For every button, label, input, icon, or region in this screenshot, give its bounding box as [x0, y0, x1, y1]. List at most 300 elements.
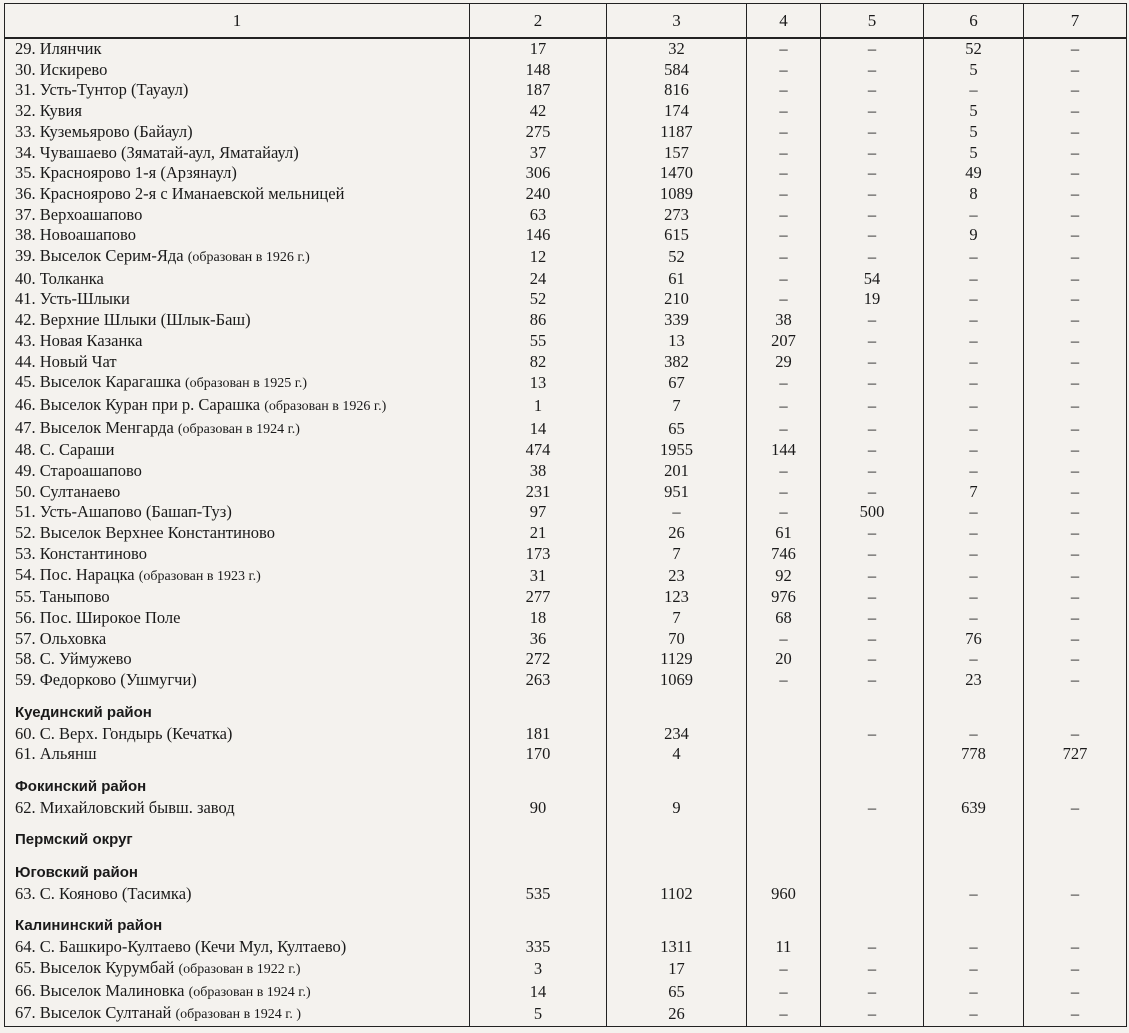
- value-cell-c4: 61: [747, 523, 821, 544]
- spacer-cell: [1024, 818, 1127, 830]
- value-cell-c4: 207: [747, 331, 821, 352]
- empty-cell: [747, 916, 821, 937]
- empty-cell: [1024, 863, 1127, 884]
- value-cell-c2: 24: [470, 269, 607, 290]
- empty-cell: [607, 916, 747, 937]
- value-cell-c4: –: [747, 372, 821, 395]
- value-cell-c4: 960: [747, 884, 821, 905]
- value-cell-c4: 976: [747, 587, 821, 608]
- value-cell-c3: 174: [607, 101, 747, 122]
- value-cell-c5: –: [821, 724, 924, 745]
- table-row: [5, 587, 1127, 608]
- value-cell-c2: 97: [470, 502, 607, 523]
- table-row: [5, 649, 1127, 670]
- settlement-name: 64. С. Башкиро-Култаево (Кечи Мул, Култаево): [15, 937, 347, 957]
- value-cell-c3: 7: [607, 544, 747, 565]
- value-cell-c5: –: [821, 440, 924, 461]
- value-cell-c7: –: [1024, 225, 1127, 246]
- value-cell-c4: –: [747, 502, 821, 523]
- value-cell-c7: –: [1024, 352, 1127, 373]
- settlement-name-cell: [5, 1003, 470, 1026]
- table-row: [5, 981, 1127, 1004]
- value-cell-c5: –: [821, 372, 924, 395]
- settlement-name: 37. Верхоашапово: [15, 204, 143, 224]
- value-cell-c6: –: [924, 724, 1024, 745]
- settlement-name: 62. Михайловский бывш. завод: [15, 797, 235, 817]
- table-row: [5, 122, 1127, 143]
- value-cell-c6: 5: [924, 122, 1024, 143]
- spacer-cell: [924, 818, 1024, 830]
- value-cell-c2: 55: [470, 331, 607, 352]
- value-cell-c2: 38: [470, 461, 607, 482]
- value-cell-c4: –: [747, 184, 821, 205]
- value-cell-c2: 148: [470, 60, 607, 81]
- value-cell-c5: –: [821, 163, 924, 184]
- value-cell-c4: –: [747, 482, 821, 503]
- value-cell-c2: 173: [470, 544, 607, 565]
- value-cell-c7: –: [1024, 269, 1127, 290]
- settlement-name-cell: [5, 981, 470, 1004]
- table-row: [5, 205, 1127, 226]
- value-cell-c5: –: [821, 395, 924, 418]
- value-cell-c4: –: [747, 269, 821, 290]
- value-cell-c7: –: [1024, 372, 1127, 395]
- value-cell-c6: –: [924, 958, 1024, 981]
- value-cell-c2: 3: [470, 958, 607, 981]
- settlement-name: 49. Староашапово: [15, 461, 142, 481]
- value-cell-c3: 584: [607, 60, 747, 81]
- value-cell-c2: 535: [470, 884, 607, 905]
- value-cell-c2: 170: [470, 744, 607, 765]
- value-cell-c5: –: [821, 331, 924, 352]
- value-cell-c6: 778: [924, 744, 1024, 765]
- settlement-name-cell: [5, 724, 470, 745]
- settlement-name: 34. Чувашаево (Зяматай-аул, Яматайаул): [15, 142, 299, 162]
- settlement-name: 56. Пос. Широкое Поле: [15, 607, 181, 627]
- value-cell-c4: –: [747, 38, 821, 60]
- table-row: [5, 798, 1127, 819]
- value-cell-c3: –: [607, 502, 747, 523]
- value-cell-c3: 7: [607, 608, 747, 629]
- empty-cell: [924, 703, 1024, 724]
- value-cell-c4: 38: [747, 310, 821, 331]
- empty-cell: [747, 830, 821, 851]
- value-cell-c3: 7: [607, 395, 747, 418]
- settlement-name-cell: [5, 482, 470, 503]
- column-header: 3: [607, 4, 747, 39]
- value-cell-c4: –: [747, 395, 821, 418]
- table-row: [5, 310, 1127, 331]
- value-cell-c4: –: [747, 163, 821, 184]
- founding-note: (образован в 1925 г.): [185, 376, 308, 392]
- section-header-row: [5, 916, 1127, 937]
- empty-cell: [924, 830, 1024, 851]
- value-cell-c2: 1: [470, 395, 607, 418]
- settlement-name-cell: [5, 372, 470, 395]
- value-cell-c5: –: [821, 418, 924, 441]
- founding-note: (образован в 1923 г.): [138, 568, 261, 584]
- value-cell-c2: 14: [470, 981, 607, 1004]
- value-cell-c3: 382: [607, 352, 747, 373]
- spacer-row: [5, 904, 1127, 916]
- value-cell-c3: 1470: [607, 163, 747, 184]
- spacer-row: [5, 851, 1127, 863]
- value-cell-c5: –: [821, 246, 924, 269]
- founding-note: (образован в 1924 г. ): [175, 1007, 302, 1023]
- empty-cell: [747, 863, 821, 884]
- spacer-cell: [924, 851, 1024, 863]
- settlement-name: 60. С. Верх. Гондырь (Кечатка): [15, 723, 233, 743]
- value-cell-c4: –: [747, 981, 821, 1004]
- value-cell-c5: –: [821, 184, 924, 205]
- value-cell-c3: 70: [607, 629, 747, 650]
- settlement-name-cell: [5, 310, 470, 331]
- value-cell-c2: 275: [470, 122, 607, 143]
- settlement-name-cell: [5, 418, 470, 441]
- value-cell-c7: –: [1024, 310, 1127, 331]
- table-row: [5, 418, 1127, 441]
- settlement-name-cell: [5, 143, 470, 164]
- table-row: [5, 246, 1127, 269]
- value-cell-c6: –: [924, 981, 1024, 1004]
- value-cell-c6: –: [924, 289, 1024, 310]
- value-cell-c6: –: [924, 1003, 1024, 1026]
- settlement-name-cell: [5, 629, 470, 650]
- value-cell-c3: 1089: [607, 184, 747, 205]
- value-cell-c3: 13: [607, 331, 747, 352]
- spacer-cell: [924, 765, 1024, 777]
- settlement-name-cell: [5, 744, 470, 765]
- spacer-cell: [924, 691, 1024, 703]
- value-cell-c5: 19: [821, 289, 924, 310]
- settlement-name: 47. Выселок Менгарда: [15, 417, 174, 437]
- settlement-name: 46. Выселок Куран при р. Сарашка: [15, 394, 261, 414]
- value-cell-c4: [747, 724, 821, 745]
- value-cell-c6: 5: [924, 60, 1024, 81]
- value-cell-c5: [821, 744, 924, 765]
- spacer-cell: [607, 691, 747, 703]
- empty-cell: [747, 777, 821, 798]
- empty-cell: [470, 703, 607, 724]
- value-cell-c7: –: [1024, 482, 1127, 503]
- value-cell-c5: –: [821, 38, 924, 60]
- value-cell-c3: 273: [607, 205, 747, 226]
- empty-cell: [607, 830, 747, 851]
- empty-cell: [1024, 777, 1127, 798]
- value-cell-c5: 54: [821, 269, 924, 290]
- value-cell-c3: 816: [607, 80, 747, 101]
- spacer-cell: [5, 818, 470, 830]
- value-cell-c3: 234: [607, 724, 747, 745]
- value-cell-c4: –: [747, 60, 821, 81]
- settlement-name-cell: [5, 461, 470, 482]
- value-cell-c6: –: [924, 418, 1024, 441]
- spacer-cell: [1024, 904, 1127, 916]
- value-cell-c3: 26: [607, 523, 747, 544]
- value-cell-c7: –: [1024, 122, 1127, 143]
- value-cell-c4: –: [747, 205, 821, 226]
- value-cell-c3: 4: [607, 744, 747, 765]
- table-row: [5, 372, 1127, 395]
- table-row: [5, 331, 1127, 352]
- empty-cell: [821, 916, 924, 937]
- value-cell-c5: –: [821, 122, 924, 143]
- table-row: [5, 352, 1127, 373]
- value-cell-c4: 746: [747, 544, 821, 565]
- value-cell-c2: 82: [470, 352, 607, 373]
- value-cell-c5: –: [821, 60, 924, 81]
- settlement-table: [4, 3, 1127, 1027]
- spacer-cell: [821, 851, 924, 863]
- founding-note: (образован в 1926 г.): [187, 250, 310, 266]
- settlement-name: 55. Таныпово: [15, 587, 110, 607]
- value-cell-c5: –: [821, 798, 924, 819]
- value-cell-c3: 201: [607, 461, 747, 482]
- value-cell-c6: –: [924, 205, 1024, 226]
- founding-note: (образован в 1924 г.): [177, 421, 300, 437]
- settlement-name: 42. Верхние Шлыки (Шлык-Баш): [15, 310, 251, 330]
- value-cell-c5: –: [821, 608, 924, 629]
- settlement-name-cell: [5, 544, 470, 565]
- settlement-name-cell: [5, 163, 470, 184]
- spacer-row: [5, 691, 1127, 703]
- value-cell-c4: 20: [747, 649, 821, 670]
- settlement-name: 51. Усть-Ашапово (Башап-Туз): [15, 502, 232, 522]
- settlement-name: 57. Ольховка: [15, 628, 107, 648]
- value-cell-c7: –: [1024, 395, 1127, 418]
- table-row: [5, 38, 1127, 60]
- settlement-name-cell: [5, 565, 470, 588]
- value-cell-c2: 14: [470, 418, 607, 441]
- value-cell-c2: 474: [470, 440, 607, 461]
- settlement-name: 31. Усть-Тунтор (Тауаул): [15, 80, 189, 100]
- value-cell-c4: [747, 744, 821, 765]
- value-cell-c7: –: [1024, 246, 1127, 269]
- value-cell-c2: 37: [470, 143, 607, 164]
- settlement-name: 48. С. Сараши: [15, 440, 115, 460]
- founding-note: (образован в 1924 г.): [188, 984, 311, 1000]
- settlement-name: 50. Султанаево: [15, 481, 121, 501]
- column-header: 1: [5, 4, 470, 39]
- settlement-name-cell: [5, 269, 470, 290]
- settlement-name-cell: [5, 225, 470, 246]
- spacer-cell: [607, 818, 747, 830]
- spacer-cell: [1024, 765, 1127, 777]
- value-cell-c4: 29: [747, 352, 821, 373]
- settlement-name: 63. С. Кояново (Тасимка): [15, 883, 192, 903]
- value-cell-c6: –: [924, 372, 1024, 395]
- empty-cell: [607, 703, 747, 724]
- value-cell-c4: 144: [747, 440, 821, 461]
- settlement-name-cell: [5, 937, 470, 958]
- empty-cell: [821, 777, 924, 798]
- column-header: 2: [470, 4, 607, 39]
- column-header: 7: [1024, 4, 1127, 39]
- value-cell-c5: –: [821, 981, 924, 1004]
- settlement-name: 40. Толканка: [15, 268, 104, 288]
- value-cell-c6: –: [924, 395, 1024, 418]
- table-row: [5, 163, 1127, 184]
- section-header: Юговский район: [5, 863, 470, 884]
- empty-cell: [607, 863, 747, 884]
- value-cell-c6: –: [924, 565, 1024, 588]
- table-row: [5, 225, 1127, 246]
- value-cell-c2: 240: [470, 184, 607, 205]
- value-cell-c4: –: [747, 143, 821, 164]
- value-cell-c7: 727: [1024, 744, 1127, 765]
- settlement-name: 54. Пос. Нарацка: [15, 564, 135, 584]
- spacer-cell: [821, 904, 924, 916]
- value-cell-c6: –: [924, 937, 1024, 958]
- settlement-name: 41. Усть-Шлыки: [15, 289, 130, 309]
- value-cell-c2: 52: [470, 289, 607, 310]
- settlement-name: 33. Куземьярово (Байаул): [15, 121, 193, 141]
- value-cell-c6: –: [924, 80, 1024, 101]
- table-row: [5, 670, 1127, 691]
- value-cell-c3: 9: [607, 798, 747, 819]
- empty-cell: [821, 863, 924, 884]
- empty-cell: [607, 777, 747, 798]
- spacer-cell: [1024, 851, 1127, 863]
- value-cell-c6: –: [924, 440, 1024, 461]
- spacer-cell: [5, 904, 470, 916]
- value-cell-c2: 181: [470, 724, 607, 745]
- value-cell-c5: –: [821, 482, 924, 503]
- settlement-name-cell: [5, 798, 470, 819]
- spacer-cell: [747, 818, 821, 830]
- value-cell-c3: 1955: [607, 440, 747, 461]
- value-cell-c4: –: [747, 629, 821, 650]
- value-cell-c7: –: [1024, 981, 1127, 1004]
- value-cell-c3: 123: [607, 587, 747, 608]
- column-header-row: [5, 4, 1127, 39]
- value-cell-c7: –: [1024, 418, 1127, 441]
- founding-note: (образован в 1922 г.): [178, 961, 301, 977]
- value-cell-c6: –: [924, 461, 1024, 482]
- value-cell-c7: –: [1024, 724, 1127, 745]
- value-cell-c5: –: [821, 565, 924, 588]
- value-cell-c6: 9: [924, 225, 1024, 246]
- value-cell-c5: –: [821, 310, 924, 331]
- settlement-name: 66. Выселок Малиновка: [15, 980, 185, 1000]
- value-cell-c3: 61: [607, 269, 747, 290]
- table-row: [5, 937, 1127, 958]
- value-cell-c5: –: [821, 649, 924, 670]
- value-cell-c2: 12: [470, 246, 607, 269]
- value-cell-c2: 187: [470, 80, 607, 101]
- value-cell-c5: –: [821, 205, 924, 226]
- settlement-name-cell: [5, 670, 470, 691]
- value-cell-c2: 31: [470, 565, 607, 588]
- value-cell-c6: –: [924, 523, 1024, 544]
- value-cell-c6: –: [924, 269, 1024, 290]
- value-cell-c2: 272: [470, 649, 607, 670]
- spacer-cell: [1024, 691, 1127, 703]
- section-header-row: [5, 777, 1127, 798]
- value-cell-c2: 231: [470, 482, 607, 503]
- value-cell-c3: 1129: [607, 649, 747, 670]
- spacer-cell: [607, 904, 747, 916]
- value-cell-c7: –: [1024, 587, 1127, 608]
- table-row: [5, 958, 1127, 981]
- spacer-cell: [821, 818, 924, 830]
- section-header: Фокинский район: [5, 777, 470, 798]
- value-cell-c3: 26: [607, 1003, 747, 1026]
- value-cell-c6: –: [924, 544, 1024, 565]
- value-cell-c6: 23: [924, 670, 1024, 691]
- value-cell-c6: –: [924, 352, 1024, 373]
- value-cell-c3: 210: [607, 289, 747, 310]
- section-header-row: [5, 863, 1127, 884]
- settlement-name-cell: [5, 38, 470, 60]
- settlement-name-cell: [5, 587, 470, 608]
- value-cell-c5: –: [821, 629, 924, 650]
- value-cell-c6: –: [924, 331, 1024, 352]
- value-cell-c7: –: [1024, 565, 1127, 588]
- value-cell-c5: –: [821, 544, 924, 565]
- column-header: 5: [821, 4, 924, 39]
- value-cell-c7: –: [1024, 163, 1127, 184]
- value-cell-c6: 7: [924, 482, 1024, 503]
- table-row: [5, 502, 1127, 523]
- settlement-name: 36. Краснoярово 2-я с Иманаевской мельницей: [15, 183, 345, 203]
- settlement-name: 59. Федорково (Ушмугчи): [15, 670, 197, 690]
- value-cell-c5: –: [821, 461, 924, 482]
- table-row: [5, 544, 1127, 565]
- value-cell-c4: –: [747, 101, 821, 122]
- settlement-name: 44. Новый Чат: [15, 351, 117, 371]
- value-cell-c5: –: [821, 143, 924, 164]
- value-cell-c7: –: [1024, 440, 1127, 461]
- table-row: [5, 184, 1127, 205]
- section-header: Пермский округ: [5, 830, 470, 851]
- spacer-cell: [5, 851, 470, 863]
- value-cell-c7: –: [1024, 608, 1127, 629]
- value-cell-c3: 32: [607, 38, 747, 60]
- value-cell-c2: 13: [470, 372, 607, 395]
- table-row: [5, 289, 1127, 310]
- value-cell-c6: –: [924, 587, 1024, 608]
- spacer-cell: [607, 765, 747, 777]
- section-header-row: [5, 830, 1127, 851]
- value-cell-c7: –: [1024, 143, 1127, 164]
- section-header: Калининский район: [5, 916, 470, 937]
- value-cell-c2: 36: [470, 629, 607, 650]
- empty-cell: [470, 777, 607, 798]
- value-cell-c4: –: [747, 289, 821, 310]
- value-cell-c3: 23: [607, 565, 747, 588]
- settlement-name: 35. Краснoярово 1-я (Арзянаул): [15, 163, 237, 183]
- spacer-cell: [747, 691, 821, 703]
- value-cell-c7: –: [1024, 937, 1127, 958]
- value-cell-c3: 339: [607, 310, 747, 331]
- spacer-row: [5, 818, 1127, 830]
- value-cell-c2: 90: [470, 798, 607, 819]
- settlement-name: 61. Альянш: [15, 744, 97, 764]
- settlement-name-cell: [5, 331, 470, 352]
- settlement-name: 58. С. Уймужево: [15, 649, 132, 669]
- value-cell-c7: –: [1024, 184, 1127, 205]
- empty-cell: [1024, 703, 1127, 724]
- value-cell-c6: –: [924, 246, 1024, 269]
- settlement-name-cell: [5, 122, 470, 143]
- empty-cell: [470, 863, 607, 884]
- value-cell-c6: –: [924, 310, 1024, 331]
- value-cell-c6: 76: [924, 629, 1024, 650]
- spacer-cell: [747, 904, 821, 916]
- value-cell-c3: 615: [607, 225, 747, 246]
- value-cell-c3: 52: [607, 246, 747, 269]
